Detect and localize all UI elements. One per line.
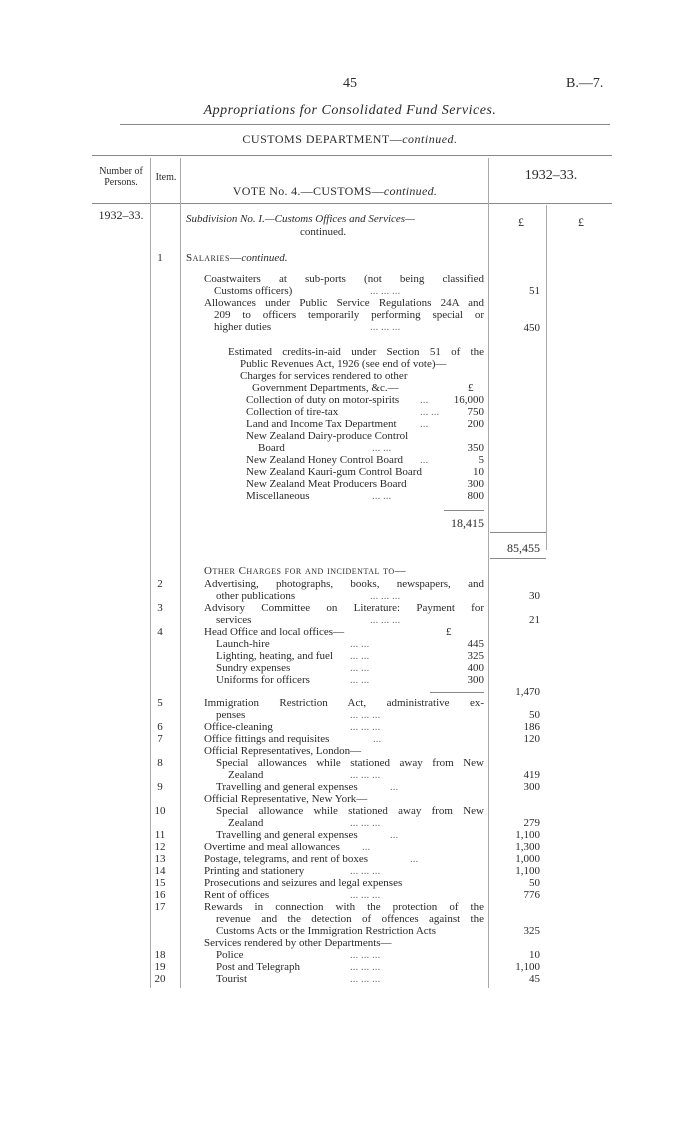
department-name: CUSTOMS DEPARTMENT— <box>242 132 403 146</box>
head-office-row-label: Launch-hire <box>216 638 270 650</box>
credit-row-amount: 16,000 <box>453 394 484 406</box>
subdivision-continued: continued. <box>300 226 347 238</box>
credits-line-1: Estimated credits-in-aid under Section 51 of the <box>228 346 484 358</box>
leader-dots: ... ... ... <box>350 721 381 733</box>
salaries-total: 85,455 <box>507 541 540 555</box>
credits-line-2: Public Revenues Act, 1926 (see end of vote)— <box>240 358 447 370</box>
department-continued: continued. <box>402 132 458 146</box>
item-number: 20 <box>154 973 166 985</box>
coastwaiters-amount: 51 <box>529 285 540 297</box>
salaries-label: Salaries— <box>186 252 242 264</box>
charge-line: Post and Telegraph <box>216 961 300 973</box>
head-office-row-amount: 325 <box>467 650 484 662</box>
allowances-amount: 450 <box>523 322 540 334</box>
charge-line: Travelling and general expenses <box>216 781 358 793</box>
leader-dots: ... ... ... <box>370 590 401 602</box>
credit-row-label: Collection of duty on motor-spirits <box>246 394 400 406</box>
leader-dots: ... ... <box>350 674 370 686</box>
head-office-row-label: Lighting, heating, and fuel <box>216 650 333 662</box>
other-charges-heading: Other Charges for and incidental to— <box>204 565 407 577</box>
charge-line: Advisory Committee on Literature: Payment for <box>204 602 484 614</box>
persons-year: 1932–33. <box>98 208 144 222</box>
salaries-heading <box>186 252 288 264</box>
item-number: 6 <box>157 721 163 733</box>
charge-line: Official Representative, New York— <box>204 793 368 805</box>
charge-line: penses <box>216 709 246 721</box>
head-office-sum-rule <box>430 692 484 693</box>
charge-line: Zealand <box>228 817 264 829</box>
leader-dots: ... ... ... <box>350 709 381 721</box>
credits-pound-sign: £ <box>468 382 474 394</box>
credit-row-label: New Zealand Kauri-gum Control Board <box>246 466 422 478</box>
charge-line: Printing and stationery <box>204 865 305 877</box>
charge-amount: 30 <box>529 590 540 602</box>
credits-line-4: Government Departments, &c.— <box>252 382 399 394</box>
item-number: 15 <box>154 877 166 889</box>
charge-line: Head Office and local offices— <box>204 626 345 638</box>
charge-line: Customs Acts or the Immigration Restriction Acts <box>216 925 436 937</box>
credit-row-amount: 5 <box>478 454 484 466</box>
charge-amount: 50 <box>529 877 540 889</box>
credit-row-amount: 300 <box>467 478 484 490</box>
department-heading <box>200 132 500 147</box>
charge-line: Advertising, photographs, books, newspapers, and <box>204 578 484 590</box>
leader-dots: ... <box>390 829 399 841</box>
credits-line-3: Charges for services rendered to other <box>240 370 408 382</box>
leader-dots: ... <box>362 841 371 853</box>
head-office-pound-sign: £ <box>446 626 452 638</box>
coastwaiters-line-1: Coastwaiters at sub-ports (not being classified <box>204 273 484 285</box>
vote-heading <box>190 184 480 199</box>
pound-sign-col1: £ <box>518 215 524 229</box>
charge-amount: 325 <box>523 925 540 937</box>
charge-line: Rent of offices <box>204 889 270 901</box>
page-number: 45 <box>343 76 357 91</box>
head-office-row-amount: 400 <box>467 662 484 674</box>
charge-amount: 776 <box>523 889 540 901</box>
column-item: Item. <box>155 172 177 183</box>
leader-dots: ... ... ... <box>370 614 401 626</box>
charge-amount: 1,300 <box>515 841 540 853</box>
vote-title: VOTE No. 4.—CUSTOMS— <box>232 184 384 198</box>
charge-line: services <box>216 614 252 626</box>
allowances-line-1: Allowances under Public Service Regulations 24A and <box>204 297 484 309</box>
item-column-rule <box>180 158 181 988</box>
credit-row-amount: 350 <box>467 442 484 454</box>
charge-line: Tourist <box>216 973 248 985</box>
leader-dots: ... ... ... <box>350 949 381 961</box>
credit-row-amount: 750 <box>467 406 484 418</box>
credit-row-amount: 200 <box>467 418 484 430</box>
leader-dots: ... ... ... <box>350 817 381 829</box>
head-office-total: 1,470 <box>515 686 540 698</box>
leader-dots: ... <box>390 781 399 793</box>
item-number: 8 <box>157 757 163 769</box>
charge-amount: 300 <box>523 781 540 793</box>
credit-row-label: New Zealand Honey Control Board <box>246 454 404 466</box>
leader-dots: ... ... <box>350 662 370 674</box>
charge-amount: 419 <box>523 769 540 781</box>
item-number: 19 <box>154 961 166 973</box>
item-number: 14 <box>154 865 166 877</box>
charge-line: Postage, telegrams, and rent of boxes <box>204 853 369 865</box>
item-number: 1 <box>157 252 163 264</box>
credit-row-label: New Zealand Meat Producers Board <box>246 478 407 490</box>
charge-amount: 186 <box>523 721 540 733</box>
item-number: 2 <box>157 578 163 590</box>
charge-amount: 50 <box>529 709 540 721</box>
leader-dots: ... ... <box>420 406 440 418</box>
header-bottom-rule <box>92 203 612 204</box>
leader-dots: ... <box>420 394 429 406</box>
charge-line: Official Representatives, London— <box>204 745 362 757</box>
charge-line: Immigration Restriction Act, administrative ex- <box>204 697 484 709</box>
credit-row-label: Collection of tire-tax <box>246 406 339 418</box>
charge-line: Services rendered by other Departments— <box>204 937 392 949</box>
leader-dots: ... <box>410 853 419 865</box>
item-number: 11 <box>154 829 166 841</box>
allowances-line-2: 209 to officers temporarily performing special or <box>214 309 484 321</box>
charge-line: Rewards in connection with the protection of the <box>204 901 484 913</box>
leader-dots: ... <box>420 454 429 466</box>
charge-line: revenue and the detection of offences against the <box>216 913 484 925</box>
charge-amount: 21 <box>529 614 540 626</box>
head-office-row-amount: 445 <box>467 638 484 650</box>
charge-line: Zealand <box>228 769 264 781</box>
leader-dots: ... <box>373 733 382 745</box>
charge-amount: 1,000 <box>515 853 540 865</box>
charge-line: Office fittings and requisites <box>204 733 330 745</box>
charge-line: Prosecutions and seizures and legal expenses <box>204 877 403 889</box>
charge-line: Office-cleaning <box>204 721 273 733</box>
charge-amount: 1,100 <box>515 961 540 973</box>
charge-line: Special allowance while stationed away from New <box>216 805 484 817</box>
charge-amount: 279 <box>523 817 540 829</box>
charge-amount: 10 <box>529 949 540 961</box>
item-number: 16 <box>154 889 166 901</box>
credits-total: 18,415 <box>451 516 484 530</box>
charge-line: Special allowances while stationed away from New <box>216 757 484 769</box>
credits-sum-rule <box>444 510 484 511</box>
vote-continued: continued. <box>383 184 438 198</box>
coastwaiters-line-2: Customs officers) <box>214 285 293 297</box>
charge-line: Police <box>216 949 244 961</box>
leader-dots: ... ... <box>350 650 370 662</box>
allowances-line-3: higher duties <box>214 321 272 333</box>
charge-line: other publications <box>216 590 296 602</box>
leader-dots: ... ... ... <box>350 769 381 781</box>
credit-row-label: Board <box>258 442 285 454</box>
document-reference: B.—7. <box>566 76 604 91</box>
head-office-row-amount: 300 <box>467 674 484 686</box>
leader-dots: ... ... ... <box>350 889 381 901</box>
salaries-continued: continued. <box>241 252 288 264</box>
charge-amount: 1,100 <box>515 829 540 841</box>
table-top-rule <box>92 155 612 156</box>
item-number: 17 <box>154 901 166 913</box>
item-number: 9 <box>157 781 163 793</box>
item-number: 3 <box>157 602 163 614</box>
leader-dots: ... <box>420 418 429 430</box>
subdivision-title: Subdivision No. I.—Customs Offices and Services— <box>186 213 415 225</box>
charge-amount: 45 <box>529 973 540 985</box>
column-year: 1932–33. <box>524 168 578 183</box>
leader-dots: ... ... ... <box>370 285 401 297</box>
total-column-rule <box>546 205 547 550</box>
salaries-total-rule <box>490 558 546 559</box>
item-number: 10 <box>154 805 166 817</box>
leader-dots: ... ... <box>372 490 392 502</box>
credit-row-label: Land and Income Tax Department <box>246 418 397 430</box>
leader-dots: ... ... ... <box>350 865 381 877</box>
head-office-row-label: Uniforms for officers <box>216 674 310 686</box>
charge-line: Overtime and meal allowances <box>204 841 340 853</box>
credit-row-amount: 800 <box>467 490 484 502</box>
leader-dots: ... ... ... <box>370 321 401 333</box>
leader-dots: ... ... ... <box>350 973 381 985</box>
item-number: 12 <box>154 841 166 853</box>
item-number: 4 <box>157 626 163 638</box>
salaries-sum-rule <box>490 532 546 533</box>
credit-row-label: Miscellaneous <box>246 490 310 502</box>
title-rule <box>120 124 610 125</box>
item-number: 13 <box>154 853 166 865</box>
leader-dots: ... ... ... <box>350 961 381 973</box>
charge-line: Travelling and general expenses <box>216 829 358 841</box>
leader-dots: ... ... <box>372 442 392 454</box>
column-number-of-persons: Number of Persons. <box>99 166 143 188</box>
page-title: Appropriations for Consolidated Fund Services. <box>203 103 497 118</box>
credit-row-label: New Zealand Dairy-produce Control <box>246 430 409 442</box>
charge-amount: 120 <box>523 733 540 745</box>
charge-amount: 1,100 <box>515 865 540 877</box>
item-number: 18 <box>154 949 166 961</box>
leader-dots: ... ... <box>350 638 370 650</box>
head-office-row-label: Sundry expenses <box>216 662 291 674</box>
pound-sign-col2: £ <box>578 215 584 229</box>
credit-row-amount: 10 <box>473 466 484 478</box>
item-number: 5 <box>157 697 163 709</box>
item-number: 7 <box>157 733 163 745</box>
